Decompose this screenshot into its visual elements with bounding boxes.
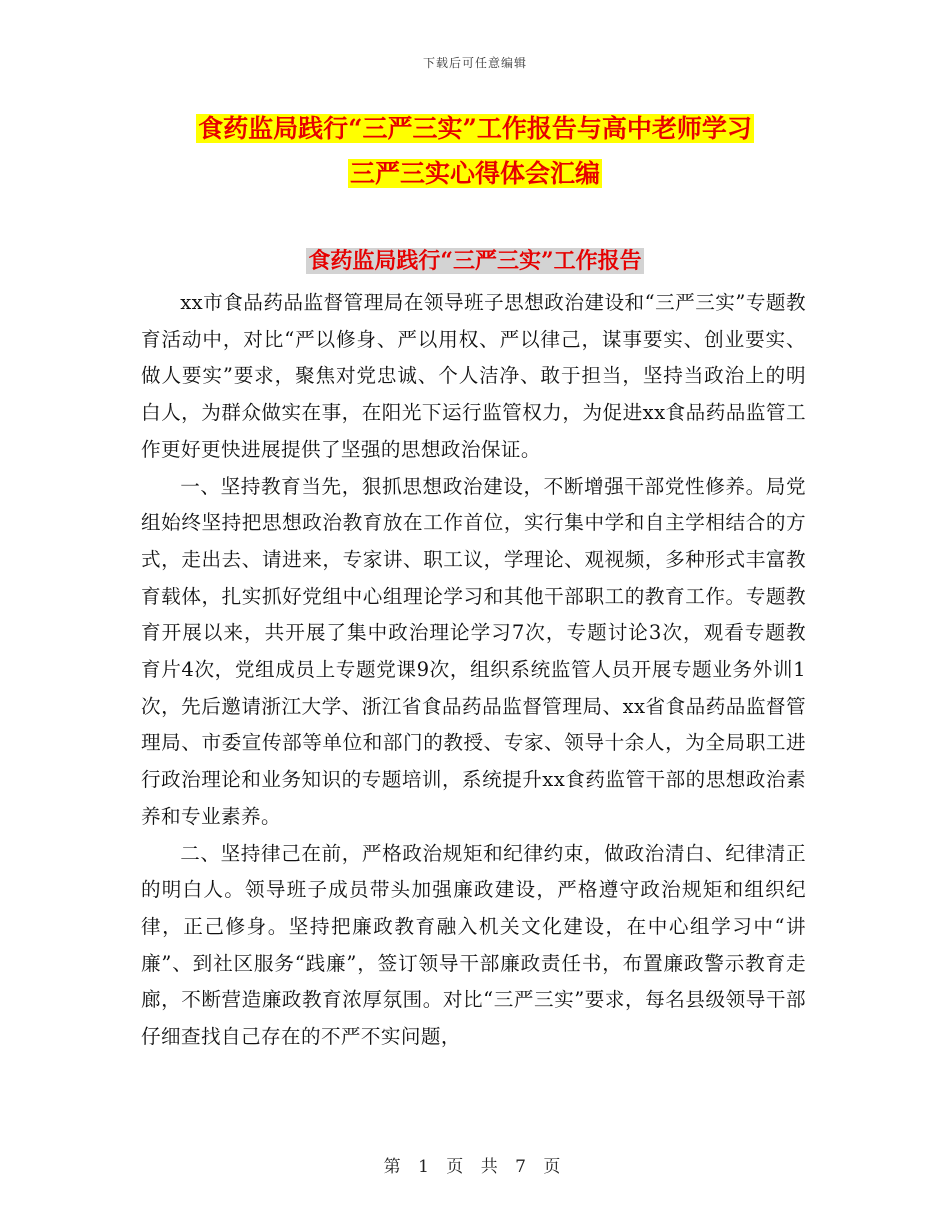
section-title-text: 食药监局践行“三严三实”工作报告 bbox=[308, 248, 642, 274]
document-title-line-1 bbox=[0, 113, 950, 145]
document-title-line-1-text: 食药监局践行“三严三实”工作报告与高中老师学习 bbox=[198, 114, 752, 143]
body-text bbox=[141, 285, 806, 1056]
section-title bbox=[0, 246, 950, 276]
document-title-line-2 bbox=[0, 158, 950, 190]
header-note: 下载后可任意编辑 bbox=[422, 56, 527, 70]
paragraph-intro: xx市食品药品监督管理局在领导班子思想政治建设和“三严三实”专题教育活动中，对比“严以修身、严以用权、严以律己，谋事要实、创业要实、做人要实”要求，聚焦对党忠诚、个人洁净、敢于担当，坚持当政治上的明白人，为群众做实在事，在阳光下运行监管权力，为促进xx食品药品监管工作更好更快进展提供了坚强的思想政治保证。 bbox=[141, 291, 806, 461]
paragraph-point-one: 一、坚持教育当先，狠抓思想政治建设，不断增强干部党性修养。局党组始终坚持把思想政治教育放在工作首位，实行集中学和自主学相结合的方式，走出去、请进来，专家讲、职工议，学理论、观视频，多种形式丰富教育载体，扎实抓好党组中心组理论学习和其他干部职工的教育工作。专题教育开展以来，共开展了集中政治理论学习7次，专题讨论3次，观看专题教育片4次，党组成员上专题党课9次，组织系统监管人员开展专题业务外训1次，先后邀请浙江大学、浙江省食品药品监督管理局、xx省食品药品监督管理局、市委宣传部等单位和部门的教授、专家、领导十余人，为全局职工进行政治理论和业务知识的专题培训，系统提升xx食药监管干部的思想政治素养和专业素养。 bbox=[141, 474, 806, 828]
document-title-line-2-text: 三严三实心得体会汇编 bbox=[349, 159, 600, 188]
paragraph-point-two: 二、坚持律己在前，严格政治规矩和纪律约束，做政治清白、纪律清正的明白人。领导班子成员带头加强廉政建设，严格遵守政治规矩和组织纪律，正己修身。坚持把廉政教育融入机关文化建设，在中心组学习中“讲廉”、到社区服务“践廉”，签订领导干部廉政责任书，布置廉政警示教育走廊，不断营造廉政教育浓厚氛围。对比“三严三实”要求，每名县级领导干部仔细查找自己存在的不严不实问题， bbox=[141, 841, 806, 1049]
page-number: 第 1 页 共 7 页 bbox=[383, 1157, 567, 1177]
